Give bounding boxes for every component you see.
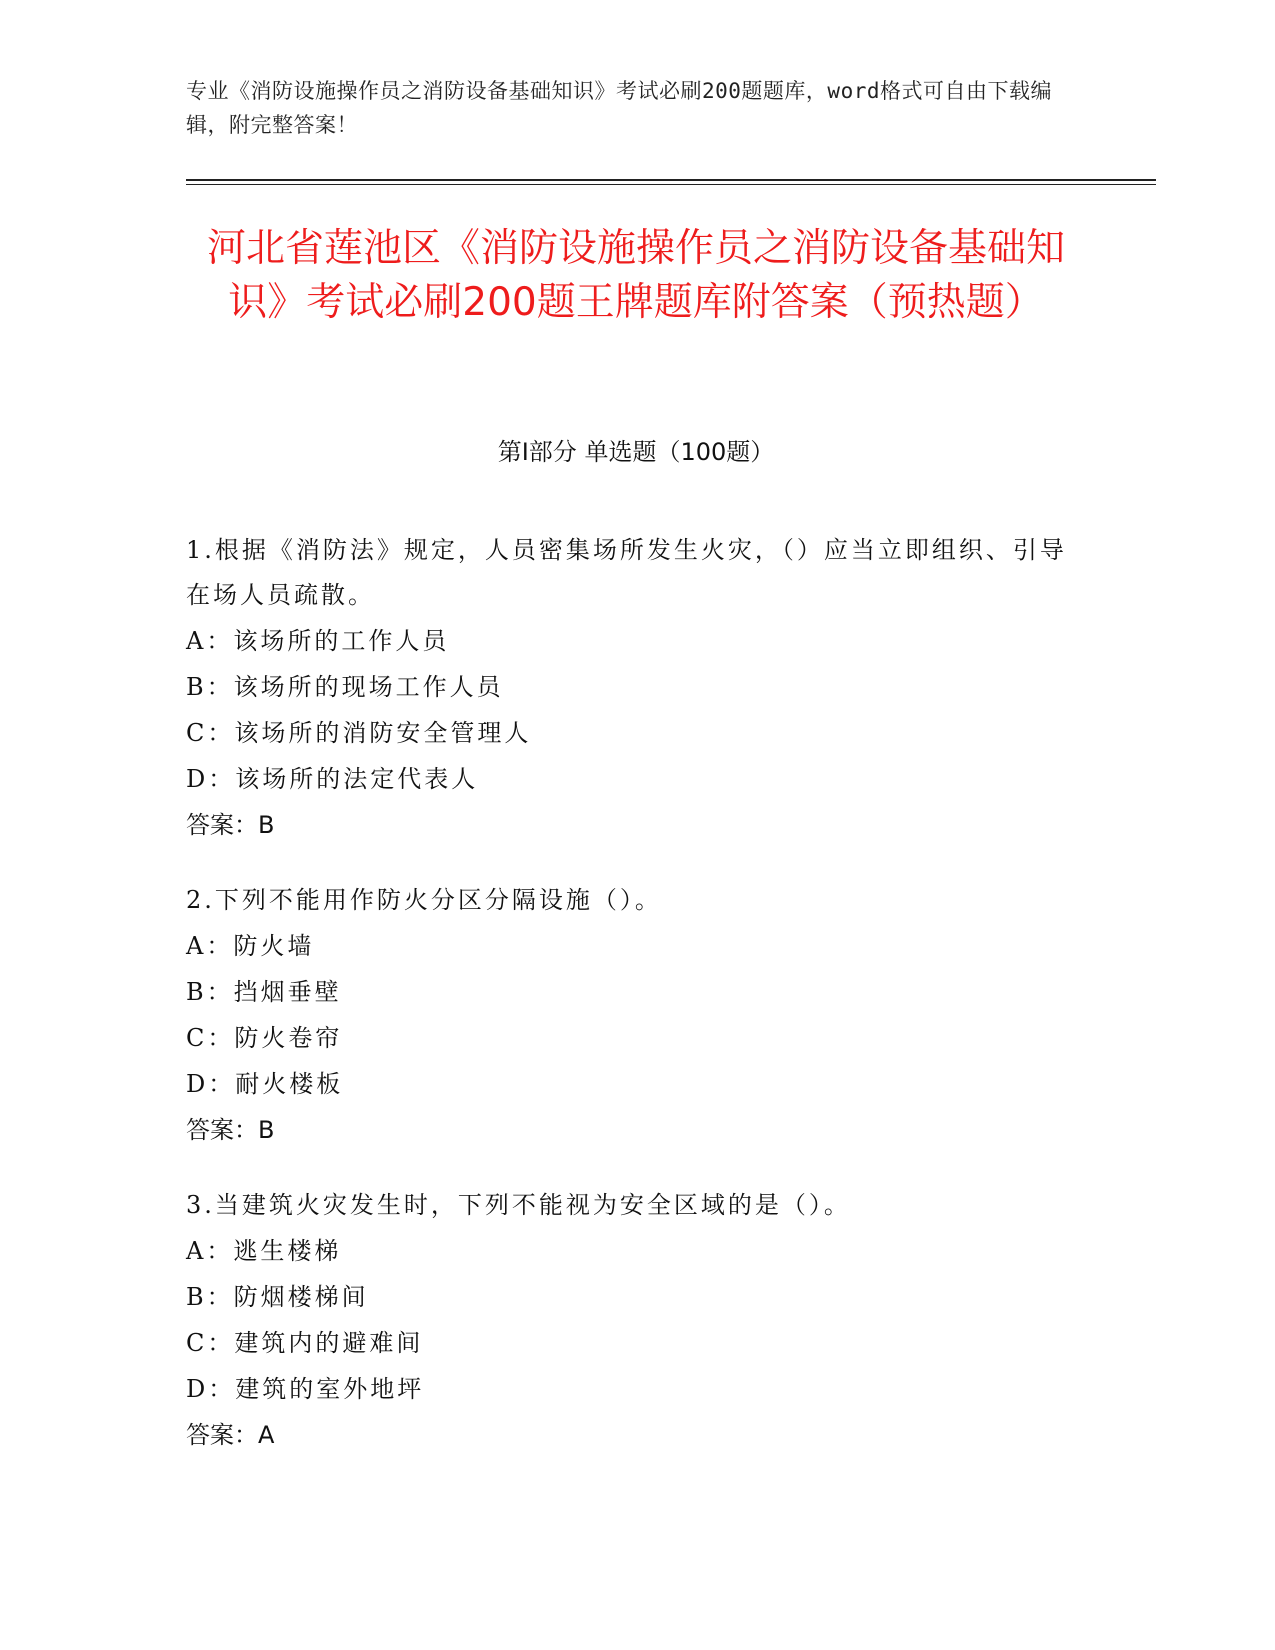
option-c: C：防火卷帘 [186,1024,343,1052]
option-a: A：该场所的工作人员 [186,627,450,655]
question-2 [186,878,1086,1153]
answer: 答案：B [186,811,275,839]
option-a: A：防火墙 [186,932,315,960]
header-note: 专业《消防设施操作员之消防设备基础知识》考试必刷200题题库，word格式可自由下载编辑，附完整答案！ [186,79,1052,137]
header-divider-thin [186,184,1156,185]
answer: 答案：B [186,1116,275,1144]
question-stem: 3.当建筑火灾发生时，下列不能视为安全区域的是（）。 [186,1191,851,1219]
option-d: D：建筑的室外地坪 [186,1375,425,1403]
option-b: B：防烟楼梯间 [186,1283,369,1311]
question-stem: 2.下列不能用作防火分区分隔设施（）。 [186,886,662,914]
option-c: C：该场所的消防安全管理人 [186,719,532,747]
document-title: 河北省莲池区《消防设施操作员之消防设备基础知识》考试必刷200题王牌题库附答案（预热题） [206,226,1065,325]
option-a: A：逃生楼梯 [186,1237,342,1265]
answer: 答案：A [186,1421,275,1449]
question-stem: 1.根据《消防法》规定，人员密集场所发生火灾，（）应当立即组织、引导在场人员疏散。 [186,536,1067,609]
question-list [186,528,1086,1488]
option-b: B：该场所的现场工作人员 [186,673,504,701]
section-title: 第I部分 单选题（100题） [497,438,775,466]
option-d: D：该场所的法定代表人 [186,765,479,793]
option-b: B：挡烟垂壁 [186,978,342,1006]
question-1 [186,528,1086,848]
option-d: D：耐火楼板 [186,1070,344,1098]
option-c: C：建筑内的避难间 [186,1329,424,1357]
header-divider [186,179,1156,181]
question-3 [186,1183,1086,1458]
